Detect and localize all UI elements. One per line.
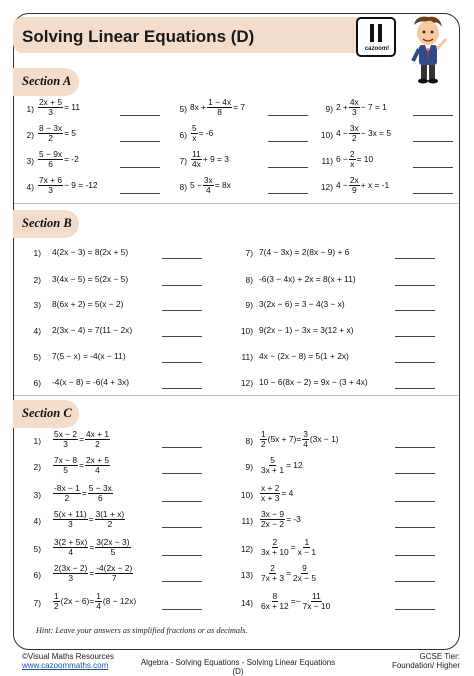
fraction-denominator: 8 — [217, 106, 222, 117]
fraction — [53, 456, 78, 475]
fraction-denominator: 3 — [48, 106, 53, 117]
fraction-numerator: x + 2 — [261, 483, 280, 493]
fraction-denominator: 3 — [68, 518, 73, 529]
fraction — [260, 430, 267, 449]
equation-text: 4x − (2x − 8) = 5(1 + 2x) — [259, 351, 349, 361]
fraction-denominator: 9 — [351, 184, 357, 195]
equation-text: 3(2x − 6) = 3 − 4(3 − x) — [259, 299, 345, 309]
fraction-denominator: 7 — [111, 572, 117, 583]
equation — [52, 592, 136, 611]
fraction-numerator: 2 — [349, 149, 355, 159]
question-number: 2) — [33, 462, 41, 472]
section-c-label: Section C — [22, 406, 72, 420]
fraction-numerator: 3(2 + 5x) — [54, 537, 88, 547]
fraction-denominator: 5 — [110, 546, 116, 557]
section-divider — [14, 203, 458, 204]
fraction — [88, 484, 113, 503]
fraction — [53, 484, 81, 503]
fraction-denominator: 3 — [68, 572, 73, 583]
fraction-numerator: 5 — [270, 455, 275, 465]
section-a-label: Section A — [22, 74, 72, 88]
equation — [259, 430, 339, 449]
equation-text: 2 + — [336, 102, 348, 113]
question-number: 5) — [33, 544, 41, 554]
equals-sign: = — [89, 596, 95, 607]
fraction — [260, 510, 285, 529]
fraction-denominator: 4 — [95, 464, 100, 475]
fraction-denominator: 3x + 10 — [261, 546, 289, 557]
fraction-numerator: 5 − 3x — [88, 483, 112, 493]
fraction — [349, 98, 360, 117]
equation — [37, 150, 79, 169]
equation-text: 8x + — [190, 102, 207, 113]
question-number: 13) — [240, 570, 253, 580]
answer-line[interactable] — [120, 141, 160, 142]
question-number: 11) — [241, 516, 253, 526]
answer-line[interactable] — [395, 447, 435, 448]
footer-topic: Algebra - Solving Equations - Solving Linear Equations (D) — [140, 658, 336, 676]
fraction-numerator: 11 — [192, 149, 201, 159]
answer-line[interactable] — [268, 141, 308, 142]
equation-text: − 7 = 1 — [360, 102, 387, 113]
answer-line[interactable] — [162, 362, 202, 363]
equation — [336, 150, 373, 169]
equation-text: = 11 — [64, 102, 80, 113]
fraction-denominator: 3 — [351, 106, 357, 117]
answer-line[interactable] — [395, 527, 435, 528]
answer-line[interactable] — [395, 501, 435, 502]
answer-line[interactable] — [395, 285, 435, 286]
question-number: 1) — [33, 436, 41, 446]
question-number: 10) — [320, 130, 333, 140]
footer-tier-label: GCSE Tier: — [419, 652, 460, 661]
fraction — [260, 484, 280, 503]
equation-text: = 8x — [214, 180, 231, 191]
fraction-denominator: 7x + 3 — [261, 572, 285, 583]
hint-text: Hint: Leave your answers as simplified fractions or as decimals. — [36, 626, 248, 635]
answer-line[interactable] — [413, 167, 453, 168]
question-number: 5) — [33, 352, 41, 362]
equation — [52, 484, 114, 503]
fraction-numerator: 1 − 4x — [208, 97, 232, 107]
cazoom-logo — [356, 17, 396, 57]
fraction-denominator: x − 1 — [297, 546, 317, 557]
fraction — [85, 430, 110, 449]
answer-line[interactable] — [395, 473, 435, 474]
fraction-denominator: 4 — [205, 184, 211, 195]
fraction — [53, 592, 60, 611]
answer-line[interactable] — [413, 115, 453, 116]
equation-text: 9(2x − 1) − 3x = 3(12 + x) — [259, 325, 354, 335]
fraction — [53, 564, 88, 583]
fraction-numerator: 3(1 + x) — [95, 509, 125, 519]
answer-line[interactable] — [162, 447, 202, 448]
question-number: 12) — [240, 544, 253, 554]
equation-text: 3(4x − 5) = 5(2x − 5) — [52, 274, 129, 284]
fraction-numerator: 1 — [304, 537, 310, 547]
fraction — [38, 98, 63, 117]
fraction-numerator: 1 — [54, 591, 59, 601]
equation-text: 4(2x − 3) = 8(2x + 5) — [52, 247, 129, 257]
fraction-denominator: 4x — [192, 158, 201, 169]
question-number: 1) — [33, 248, 41, 258]
equation-text: + 9 = 3 — [202, 154, 229, 165]
equation-text: = -6 — [198, 128, 214, 139]
answer-line[interactable] — [395, 362, 435, 363]
fraction-denominator: 7x − 10 — [302, 600, 331, 611]
fraction — [349, 150, 356, 169]
equation-text: 10 − 6(8x − 2) = 9x − (3 + 4x) — [259, 377, 368, 387]
answer-line[interactable] — [395, 609, 435, 610]
answer-line[interactable] — [162, 310, 202, 311]
fraction-numerator: 1 — [261, 429, 266, 439]
question-number: 12) — [240, 378, 253, 388]
question-number: 1) — [26, 104, 34, 114]
fraction — [297, 538, 317, 557]
fraction — [38, 150, 63, 169]
fraction-numerator: 3x − 9 — [261, 509, 285, 519]
answer-line[interactable] — [268, 115, 308, 116]
equation — [37, 176, 98, 195]
equation — [336, 176, 389, 195]
equation — [336, 124, 391, 143]
question-number: 2) — [26, 130, 34, 140]
fraction-numerator: 8 — [272, 591, 278, 601]
answer-line[interactable] — [395, 581, 435, 582]
fraction-numerator: 3 — [303, 429, 308, 439]
equals-sign: = — [290, 596, 296, 607]
question-number: 6) — [33, 570, 41, 580]
answer-line[interactable] — [162, 581, 202, 582]
equals-sign: = — [286, 568, 291, 579]
fraction-numerator: 2 — [270, 563, 275, 573]
fraction-numerator: 7x − 8 — [54, 455, 78, 465]
equation-text: − 3x = 5 — [360, 128, 392, 139]
fraction-numerator: 5 — [192, 123, 197, 133]
equals-sign: = — [89, 542, 95, 553]
answer-line[interactable] — [413, 193, 453, 194]
fraction — [38, 176, 63, 195]
section-b-label: Section B — [22, 216, 72, 230]
question-number: 3) — [33, 490, 41, 500]
fraction — [53, 510, 88, 529]
question-number: 3) — [33, 300, 41, 310]
question-number: 9) — [245, 462, 253, 472]
fraction — [203, 176, 214, 195]
question-number: 7) — [179, 156, 187, 166]
equation-text: = 12 — [286, 460, 303, 471]
footer-company: ©Visual Maths Resources — [22, 652, 115, 661]
answer-line[interactable] — [120, 193, 160, 194]
fraction-denominator: 2 — [95, 438, 100, 449]
question-number: 7) — [245, 248, 253, 258]
fraction — [207, 98, 232, 117]
answer-line[interactable] — [395, 555, 435, 556]
answer-line[interactable] — [395, 258, 435, 259]
answer-line[interactable] — [268, 193, 308, 194]
fraction-numerator: 2x + 5 — [39, 97, 63, 107]
equation-text: 5 − — [190, 180, 202, 191]
equation — [37, 124, 76, 143]
answer-line[interactable] — [395, 388, 435, 389]
fraction — [95, 538, 130, 557]
fraction-numerator: 5x − 2 — [54, 429, 78, 439]
question-number: 3) — [26, 156, 34, 166]
fraction-denominator: 3x + 1 — [261, 464, 285, 475]
fraction-numerator: 5(x + 11) — [54, 509, 87, 519]
question-number: 7) — [33, 598, 41, 608]
question-number: 8) — [245, 275, 253, 285]
footer-tier — [380, 652, 460, 670]
question-number: 9) — [325, 104, 333, 114]
fraction — [85, 456, 110, 475]
fraction-denominator: 6 — [48, 158, 53, 169]
fraction-denominator: x — [192, 132, 197, 143]
equation — [190, 98, 245, 117]
equation-text: -6(3 − 4x) + 2x = 8(x + 11) — [259, 274, 356, 284]
fraction-denominator: 6 — [97, 492, 103, 503]
fraction-denominator: 6x + 12 — [261, 600, 289, 611]
equation-text: = 10 — [356, 154, 374, 165]
logo-mark-icon — [370, 24, 382, 42]
fraction — [95, 510, 126, 529]
answer-line[interactable] — [162, 527, 202, 528]
fraction-numerator: 4x + 1 — [85, 429, 110, 439]
answer-line[interactable] — [162, 473, 202, 474]
question-number: 14) — [240, 598, 253, 608]
fraction — [302, 430, 309, 449]
answer-line[interactable] — [395, 310, 435, 311]
answer-line[interactable] — [162, 388, 202, 389]
fraction — [292, 564, 317, 583]
fraction-denominator: 5 — [63, 464, 68, 475]
equation — [190, 150, 229, 169]
fraction-denominator: 2 — [64, 492, 70, 503]
equation-text: (3x − 1) — [309, 434, 339, 445]
fraction-numerator: 3x — [203, 175, 213, 185]
equation — [52, 510, 126, 529]
fraction-denominator: 2 — [48, 132, 53, 143]
equation-text: 7(4 − 3x) = 2(8x − 9) + 6 — [259, 247, 350, 257]
equation — [190, 124, 213, 143]
answer-line[interactable] — [120, 167, 160, 168]
fraction-numerator: 2x — [349, 175, 359, 185]
fraction-numerator: 1 — [96, 591, 101, 601]
fraction — [53, 538, 88, 557]
equation-text: 4 − — [336, 128, 348, 139]
equation — [52, 430, 111, 449]
equation — [52, 564, 134, 583]
equation — [52, 456, 111, 475]
answer-line[interactable] — [162, 609, 202, 610]
equation-text: (2x − 6) — [60, 596, 90, 607]
equation — [259, 510, 301, 529]
fraction — [191, 150, 202, 169]
fraction-denominator: 3 — [63, 438, 68, 449]
fraction-denominator: x + 3 — [261, 492, 280, 503]
fraction-denominator: 3 — [48, 184, 53, 195]
equals-sign: = — [88, 514, 94, 525]
answer-line[interactable] — [413, 141, 453, 142]
equals-sign: = — [79, 460, 84, 471]
fraction-denominator: 2 — [351, 132, 357, 143]
logo-text: cazoom! — [364, 46, 390, 52]
fraction-denominator: 4 — [303, 438, 308, 449]
fraction — [260, 564, 285, 583]
equation — [52, 538, 132, 557]
fraction-numerator: 9 — [302, 563, 307, 573]
fraction — [95, 564, 133, 583]
footer-url-link[interactable]: www.cazoommaths.com — [22, 661, 109, 670]
equation-text: 6 − — [336, 154, 348, 165]
fraction — [260, 456, 285, 475]
fraction-denominator: 2 — [107, 518, 113, 529]
question-number: 6) — [33, 378, 41, 388]
fraction-numerator: 4x — [349, 97, 359, 107]
equation — [259, 538, 318, 557]
fraction-denominator: 2x − 5 — [292, 572, 317, 583]
fraction — [260, 538, 290, 557]
fraction — [302, 592, 332, 611]
equation-text: 7(5 − x) = -4(x − 11) — [52, 351, 126, 361]
equation-text: + x = -1 — [360, 180, 390, 191]
question-number: 10) — [240, 490, 253, 500]
equation-text: (5x + 7) — [267, 434, 297, 445]
answer-line[interactable] — [120, 115, 160, 116]
fraction-numerator: 11 — [312, 591, 321, 601]
question-number: 6) — [179, 130, 187, 140]
equation — [259, 456, 303, 475]
section-divider — [14, 395, 458, 396]
fraction-numerator: -8x − 1 — [54, 483, 80, 493]
fraction-numerator: 2(3x − 2) — [54, 563, 88, 573]
fraction — [260, 592, 290, 611]
question-number: 11) — [241, 352, 253, 362]
footer-tier-value: Foundation/ Higher — [391, 661, 460, 670]
page-title: Solving Linear Equations (D) — [22, 27, 255, 46]
fraction-denominator: 2 — [261, 438, 266, 449]
fraction — [53, 430, 78, 449]
answer-line[interactable] — [268, 167, 308, 168]
fraction-denominator: x — [350, 158, 355, 169]
question-number: 4) — [33, 326, 41, 336]
equals-sign: = — [296, 434, 302, 445]
fraction-numerator: 2x + 5 — [85, 455, 110, 465]
question-number: 9) — [245, 300, 253, 310]
question-number: 4) — [33, 516, 41, 526]
equation — [190, 176, 231, 195]
equation-text: − 9 = -12 — [64, 180, 98, 191]
fraction-denominator: 2x − 2 — [261, 518, 285, 529]
answer-line[interactable] — [395, 336, 435, 337]
fraction-denominator: 4 — [96, 600, 101, 611]
equation — [259, 564, 318, 583]
question-number: 4) — [26, 182, 34, 192]
fraction-numerator: 7x + 6 — [39, 175, 63, 185]
fraction — [95, 592, 102, 611]
fraction-numerator: 3(2x − 3) — [96, 537, 130, 547]
equation-text: 2(3x − 4) = 7(11 − 2x) — [52, 325, 133, 335]
answer-line[interactable] — [162, 501, 202, 502]
equation-text: 8(6x + 2) = 5(x − 2) — [52, 299, 124, 309]
equals-sign: = — [79, 434, 84, 445]
mascot-boy-icon — [404, 13, 450, 85]
question-number: 2) — [33, 275, 41, 285]
equation — [259, 484, 293, 503]
equation-text: = 5 — [64, 128, 76, 139]
answer-line[interactable] — [162, 258, 202, 259]
equation-text: = 4 — [281, 488, 294, 499]
answer-line[interactable] — [162, 555, 202, 556]
equation-text: = -3 — [286, 514, 301, 525]
equation-text: 4 − — [336, 180, 348, 191]
equation-text: (8 − 12x) — [102, 596, 137, 607]
equals-sign: = — [89, 568, 95, 579]
fraction — [38, 124, 63, 143]
fraction-numerator: -4(2x − 2) — [96, 563, 133, 573]
equation-text: = 7 — [233, 102, 246, 113]
equation — [336, 98, 387, 117]
equals-sign: = — [290, 542, 296, 553]
equation-text: − — [295, 596, 301, 607]
question-number: 8) — [179, 182, 187, 192]
equation — [259, 592, 332, 611]
fraction-numerator: 5 − 9x — [39, 149, 63, 159]
fraction — [191, 124, 198, 143]
answer-line[interactable] — [162, 285, 202, 286]
fraction-numerator: 8 − 3x — [39, 123, 63, 133]
question-number: 11) — [321, 156, 333, 166]
equation-text: -4(x − 8) = -6(4 + 3x) — [52, 377, 130, 387]
fraction-numerator: 2 — [272, 537, 278, 547]
fraction-denominator: 2 — [54, 600, 59, 611]
equation-text: = -2 — [64, 154, 79, 165]
fraction-numerator: 3x — [349, 123, 359, 133]
question-number: 12) — [320, 182, 333, 192]
question-number: 8) — [245, 436, 253, 446]
answer-line[interactable] — [162, 336, 202, 337]
question-number: 10) — [240, 326, 253, 336]
fraction — [349, 124, 360, 143]
equation — [37, 98, 80, 117]
fraction-denominator: 4 — [68, 546, 73, 557]
equals-sign: = — [81, 488, 87, 499]
fraction — [349, 176, 360, 195]
question-number: 5) — [179, 104, 187, 114]
